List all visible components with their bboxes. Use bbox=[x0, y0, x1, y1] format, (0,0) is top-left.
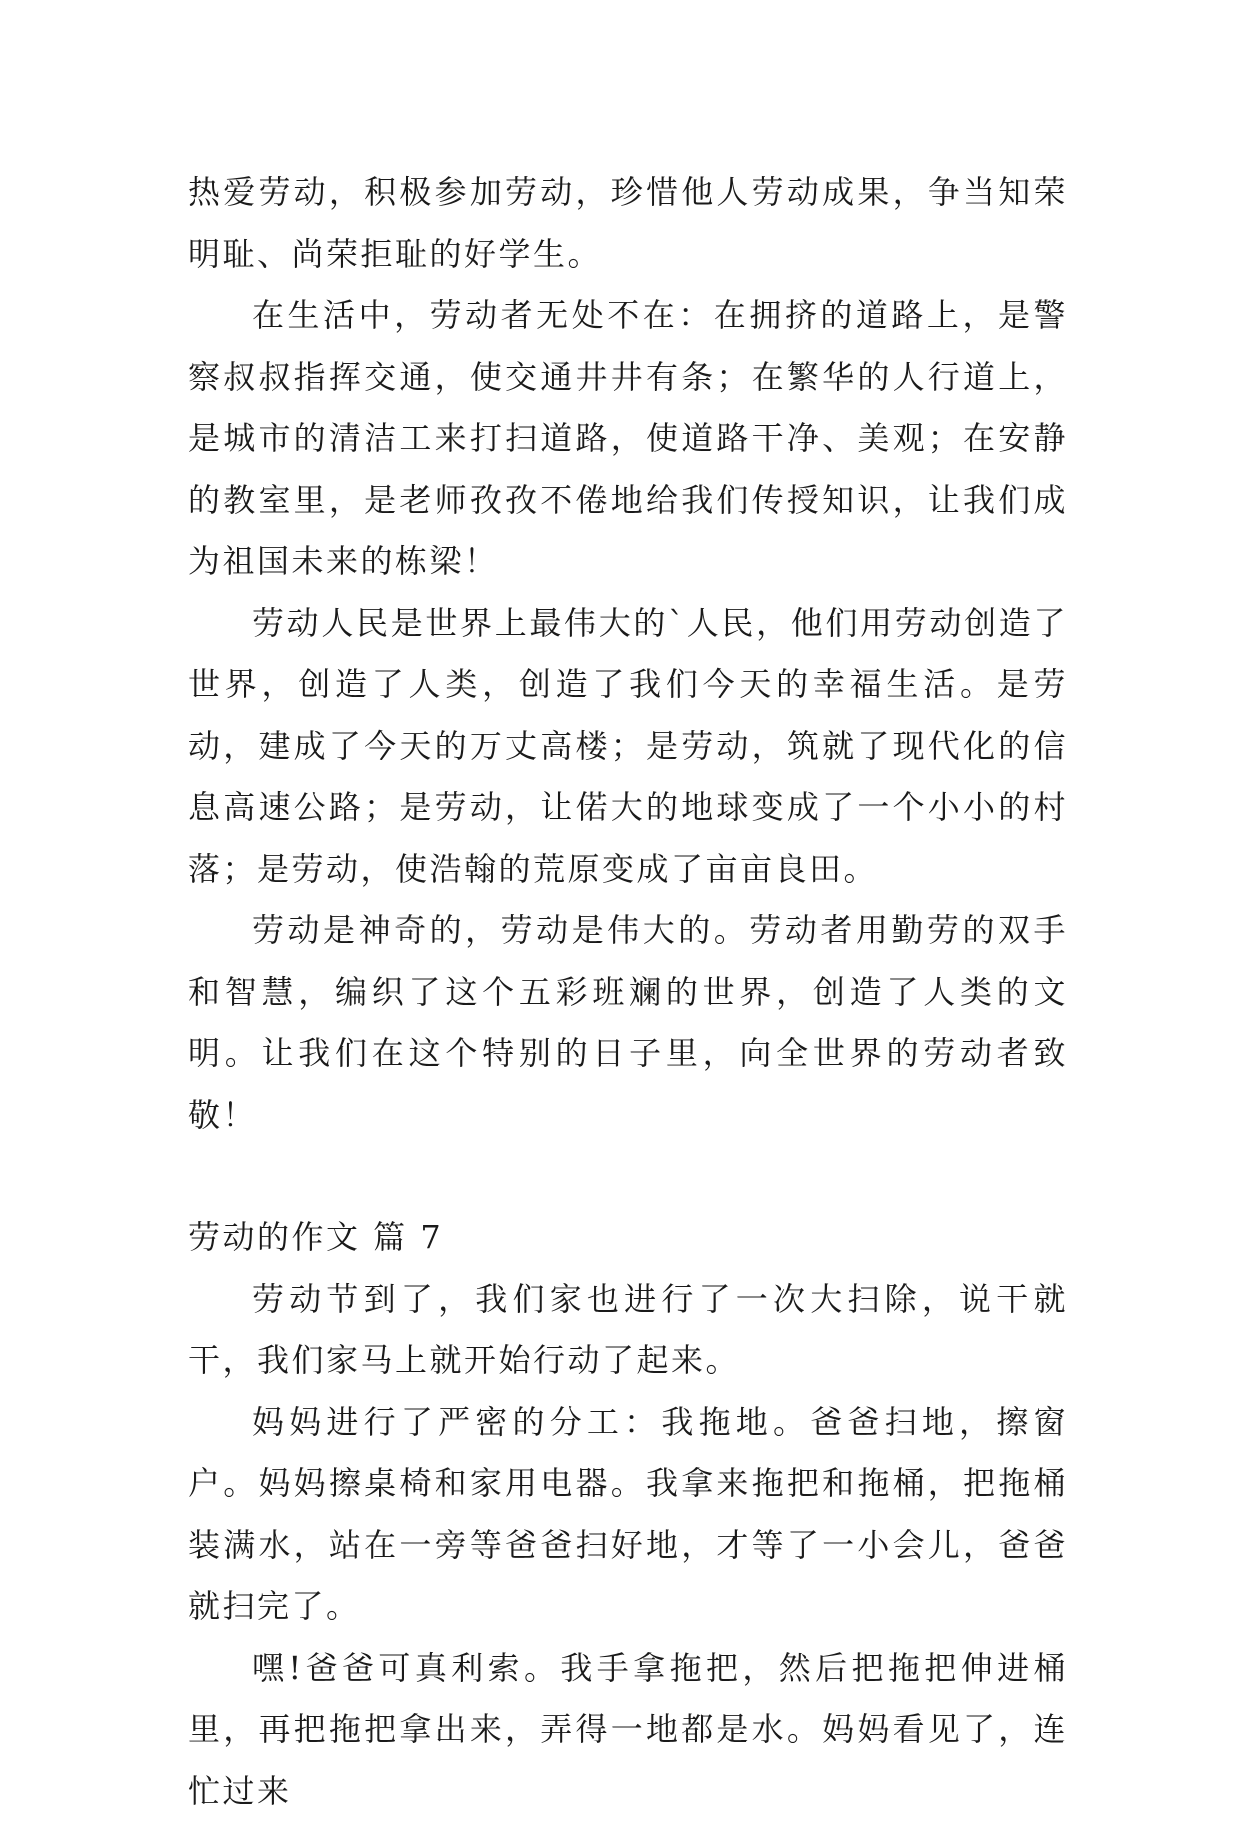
section-heading: 劳动的作文 篇 7 bbox=[188, 1207, 1068, 1269]
paragraph-continuation: 热爱劳动，积极参加劳动，珍惜他人劳动成果，争当知荣明耻、尚荣拒耻的好学生。 bbox=[188, 162, 1068, 285]
paragraph: 劳动人民是世界上最伟大的`人民，他们用劳动创造了世界，创造了人类，创造了我们今天的幸福生活。是劳动，建成了今天的万丈高楼；是劳动，筑就了现代化的信息高速公路；是劳动，让偌大的地球变成了一个小小的村落；是劳动，使浩翰的荒原变成了亩亩良田。 bbox=[188, 593, 1068, 901]
paragraph: 劳动是神奇的，劳动是伟大的。劳动者用勤劳的双手和智慧，编织了这个五彩班斓的世界，创造了人类的文明。让我们在这个特别的日子里，向全世界的劳动者致敬！ bbox=[188, 900, 1068, 1146]
paragraph: 劳动节到了，我们家也进行了一次大扫除，说干就干，我们家马上就开始行动了起来。 bbox=[188, 1269, 1068, 1392]
paragraph: 妈妈进行了严密的分工：我拖地。爸爸扫地，擦窗户。妈妈擦桌椅和家用电器。我拿来拖把和拖桶，把拖桶装满水，站在一旁等爸爸扫好地，才等了一小会儿，爸爸就扫完了。 bbox=[188, 1392, 1068, 1638]
paragraph: 嘿!爸爸可真利索。我手拿拖把，然后把拖把伸进桶里，再把拖把拿出来，弄得一地都是水。妈妈看见了，连忙过来 bbox=[188, 1638, 1068, 1822]
document-body bbox=[188, 162, 1068, 1822]
paragraph: 在生活中，劳动者无处不在：在拥挤的道路上，是警察叔叔指挥交通，使交通井井有条；在繁华的人行道上，是城市的清洁工来打扫道路，使道路干净、美观；在安静的教室里，是老师孜孜不倦地给我们传授知识，让我们成为祖国未来的栋梁！ bbox=[188, 285, 1068, 593]
